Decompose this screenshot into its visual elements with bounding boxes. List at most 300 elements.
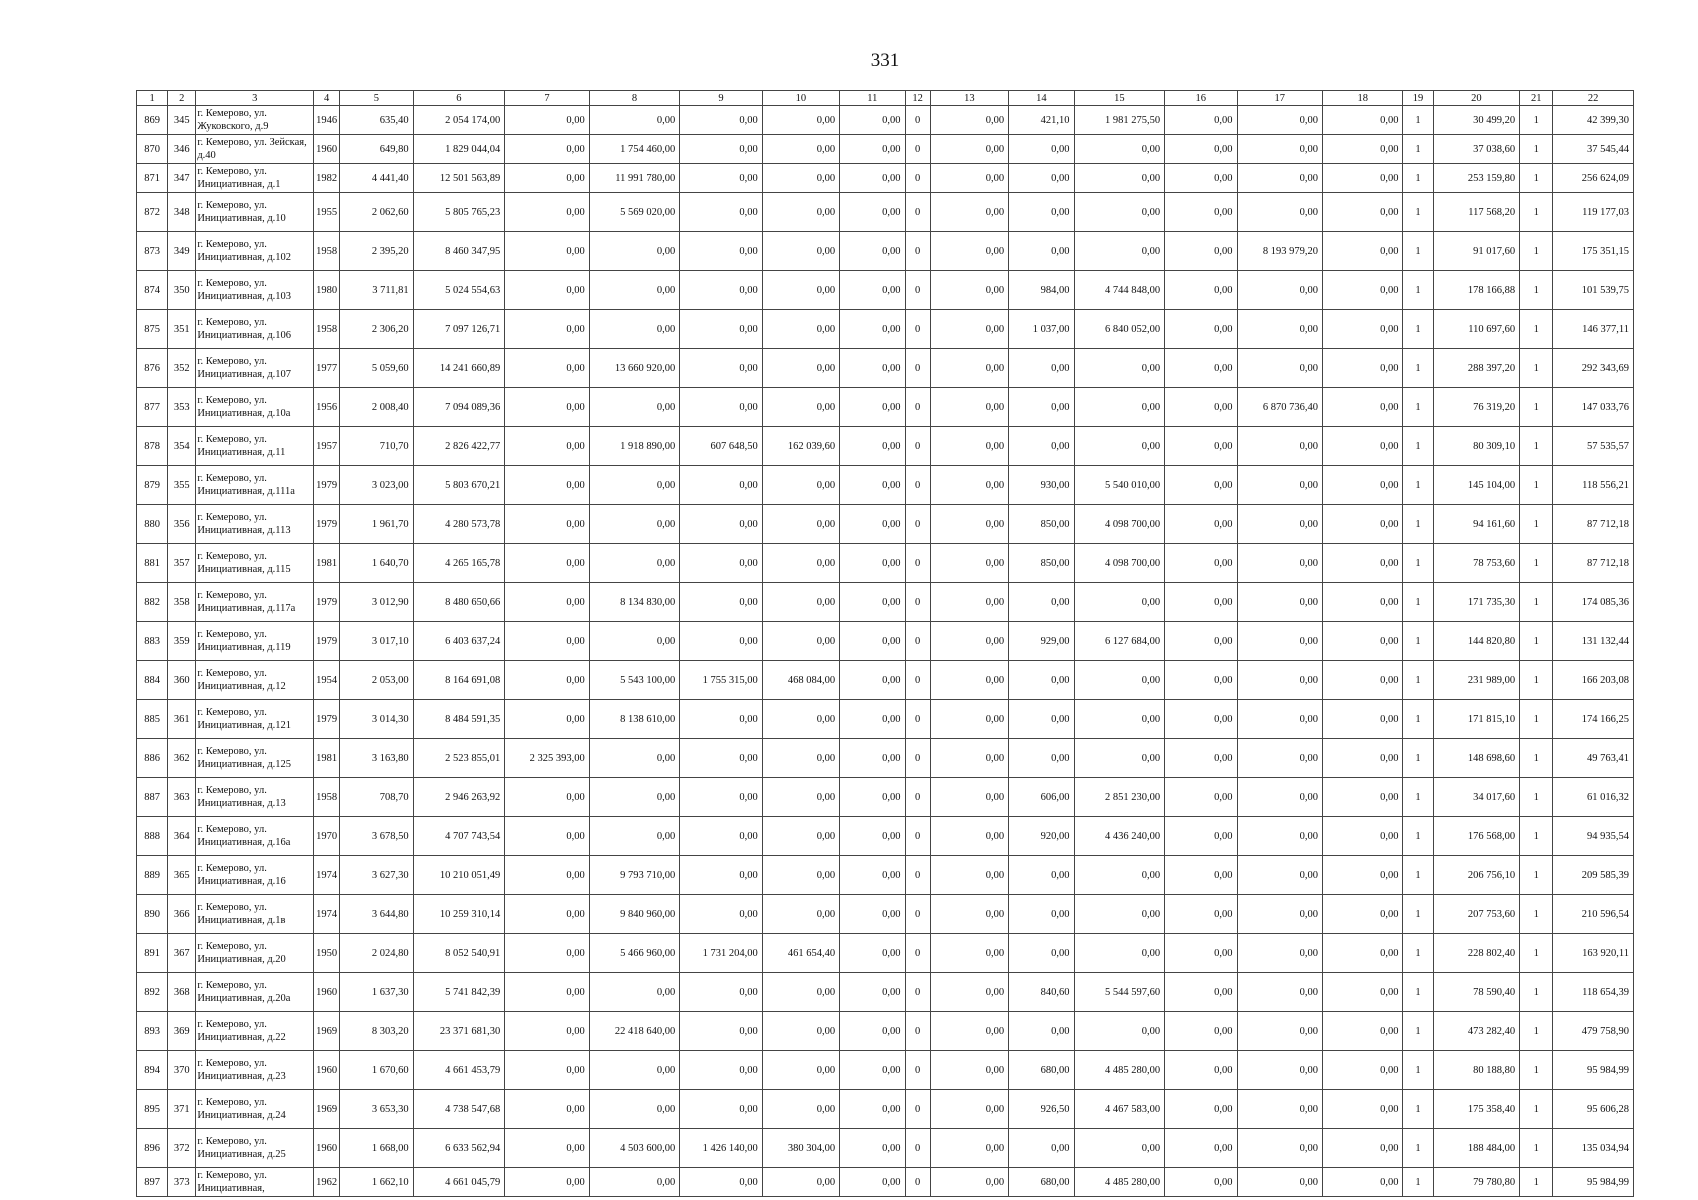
column-header: 11 (840, 91, 905, 106)
table-cell: 346 (168, 135, 196, 164)
table-cell: 0,00 (1074, 1012, 1165, 1051)
table-cell: 1969 (314, 1012, 340, 1051)
table-cell: 0 (905, 778, 930, 817)
table-cell: 0,00 (1165, 310, 1237, 349)
table-cell: 0,00 (930, 1090, 1008, 1129)
table-cell: 0,00 (930, 388, 1008, 427)
address-cell: г. Кемерово, ул. Инициативная, д.107 (196, 349, 314, 388)
table-cell: 2 024,80 (340, 934, 413, 973)
address-cell: г. Кемерово, ул. Зейская, д.40 (196, 135, 314, 164)
table-cell: 0,00 (589, 505, 680, 544)
table-cell: 1981 (314, 544, 340, 583)
table-cell: 2 008,40 (340, 388, 413, 427)
table-cell: 1 (1403, 388, 1433, 427)
table-cell: 0,00 (1323, 232, 1403, 271)
table-cell: 0 (905, 895, 930, 934)
table-cell: 348 (168, 193, 196, 232)
address-cell: г. Кемерово, ул. Инициативная, д.115 (196, 544, 314, 583)
table-cell: 4 707 743,54 (413, 817, 505, 856)
table-cell: 231 989,00 (1433, 661, 1520, 700)
address-cell: г. Кемерово, ул. Инициативная, д.12 (196, 661, 314, 700)
table-cell: 8 480 650,66 (413, 583, 505, 622)
table-cell: 0,00 (762, 135, 839, 164)
table-cell: 8 164 691,08 (413, 661, 505, 700)
table-cell: 1 (1403, 232, 1433, 271)
table-cell: 0,00 (1237, 106, 1323, 135)
table-cell: 0,00 (680, 1012, 762, 1051)
table-cell: 0,00 (840, 164, 905, 193)
table-cell: 174 085,36 (1553, 583, 1634, 622)
table-cell: 0,00 (930, 856, 1008, 895)
table-cell: 371 (168, 1090, 196, 1129)
table-cell: 95 606,28 (1553, 1090, 1634, 1129)
table-cell: 0,00 (589, 232, 680, 271)
table-cell: 869 (137, 106, 168, 135)
table-cell: 0,00 (1165, 700, 1237, 739)
table-cell: 0,00 (840, 661, 905, 700)
table-cell: 1960 (314, 973, 340, 1012)
table-cell: 0,00 (762, 778, 839, 817)
table-cell: 4 280 573,78 (413, 505, 505, 544)
table-cell: 1 (1403, 700, 1433, 739)
column-header: 10 (762, 91, 839, 106)
table-cell: 0,00 (840, 466, 905, 505)
table-cell: 1 (1520, 661, 1553, 700)
table-cell: 1 (1403, 466, 1433, 505)
table-cell: 0,00 (1323, 388, 1403, 427)
table-cell: 0 (905, 1129, 930, 1168)
table-cell: 174 166,25 (1553, 700, 1634, 739)
table-cell: 5 803 670,21 (413, 466, 505, 505)
table-cell: 369 (168, 1012, 196, 1051)
table-cell: 1 (1520, 856, 1553, 895)
table-row (137, 895, 1634, 934)
table-cell: 1 (1520, 1090, 1553, 1129)
table-cell: 37 545,44 (1553, 135, 1634, 164)
table-row (137, 106, 1634, 135)
table-cell: 11 991 780,00 (589, 164, 680, 193)
table-cell: 0 (905, 622, 930, 661)
table-cell: 0,00 (762, 817, 839, 856)
table-cell: 0,00 (930, 232, 1008, 271)
table-cell: 0,00 (1009, 739, 1074, 778)
table-cell: 0,00 (1323, 895, 1403, 934)
table-cell: 146 377,11 (1553, 310, 1634, 349)
table-cell: 0,00 (840, 973, 905, 1012)
table-cell: 873 (137, 232, 168, 271)
table-cell: 6 840 052,00 (1074, 310, 1165, 349)
table-cell: 253 159,80 (1433, 164, 1520, 193)
table-cell: 1 (1520, 817, 1553, 856)
table-cell: 1 (1520, 106, 1553, 135)
table-cell: 0,00 (1165, 193, 1237, 232)
table-cell: 1974 (314, 895, 340, 934)
table-cell: 145 104,00 (1433, 466, 1520, 505)
table-cell: 1 (1520, 193, 1553, 232)
table-cell: 366 (168, 895, 196, 934)
table-cell: 358 (168, 583, 196, 622)
table-cell: 0,00 (680, 310, 762, 349)
table-cell: 0,00 (505, 135, 590, 164)
table-cell: 1 (1403, 817, 1433, 856)
table-cell: 0,00 (1237, 895, 1323, 934)
table-cell: 119 177,03 (1553, 193, 1634, 232)
table-cell: 1 (1403, 661, 1433, 700)
table-cell: 0,00 (680, 106, 762, 135)
table-cell: 363 (168, 778, 196, 817)
table-cell: 0 (905, 817, 930, 856)
table-cell: 0,00 (680, 164, 762, 193)
table-cell: 1979 (314, 466, 340, 505)
table-cell: 135 034,94 (1553, 1129, 1634, 1168)
table-cell: 1981 (314, 739, 340, 778)
table-cell: 0,00 (1074, 739, 1165, 778)
table-cell: 0 (905, 1012, 930, 1051)
table-cell: 0,00 (762, 1168, 839, 1197)
table-cell: 13 660 920,00 (589, 349, 680, 388)
table-cell: 175 351,15 (1553, 232, 1634, 271)
table-cell: 345 (168, 106, 196, 135)
table-cell: 0,00 (1074, 583, 1165, 622)
table-cell: 0,00 (930, 1051, 1008, 1090)
table-cell: 929,00 (1009, 622, 1074, 661)
table-cell: 0,00 (1323, 106, 1403, 135)
table-cell: 0,00 (505, 778, 590, 817)
table-cell: 1 (1403, 1090, 1433, 1129)
table-cell: 364 (168, 817, 196, 856)
table-cell: 0,00 (1323, 135, 1403, 164)
table-cell: 1957 (314, 427, 340, 466)
table-cell: 2 325 393,00 (505, 739, 590, 778)
table-cell: 12 501 563,89 (413, 164, 505, 193)
table-cell: 885 (137, 700, 168, 739)
table-cell: 0,00 (930, 193, 1008, 232)
table-cell: 0,00 (1237, 856, 1323, 895)
table-row (137, 700, 1634, 739)
address-cell: г. Кемерово, ул. Инициативная, д.16 (196, 856, 314, 895)
table-cell: 7 094 089,36 (413, 388, 505, 427)
column-number-row (137, 91, 1634, 106)
table-cell: 0,00 (1323, 544, 1403, 583)
table-cell: 256 624,09 (1553, 164, 1634, 193)
column-header: 5 (340, 91, 413, 106)
table-cell: 372 (168, 1129, 196, 1168)
table-cell: 0,00 (680, 739, 762, 778)
table-cell: 14 241 660,89 (413, 349, 505, 388)
page-number: 331 (870, 50, 900, 71)
table-cell: 3 163,80 (340, 739, 413, 778)
table-cell: 171 815,10 (1433, 700, 1520, 739)
table-cell: 930,00 (1009, 466, 1074, 505)
table-cell: 0,00 (1165, 106, 1237, 135)
table-cell: 0,00 (1237, 505, 1323, 544)
table-cell: 8 193 979,20 (1237, 232, 1323, 271)
table-cell: 2 523 855,01 (413, 739, 505, 778)
table-cell: 0,00 (762, 193, 839, 232)
table-cell: 607 648,50 (680, 427, 762, 466)
table-cell: 368 (168, 973, 196, 1012)
address-cell: г. Кемерово, ул. Инициативная, д.1в (196, 895, 314, 934)
column-header: 3 (196, 91, 314, 106)
table-cell: 0,00 (505, 106, 590, 135)
table-cell: 920,00 (1009, 817, 1074, 856)
column-header: 12 (905, 91, 930, 106)
table-cell: 6 870 736,40 (1237, 388, 1323, 427)
table-cell: 0,00 (1237, 973, 1323, 1012)
table-cell: 0,00 (589, 1090, 680, 1129)
table-cell: 4 661 045,79 (413, 1168, 505, 1197)
table-cell: 1950 (314, 934, 340, 973)
table-row (137, 310, 1634, 349)
table-cell: 882 (137, 583, 168, 622)
table-cell: 1 981 275,50 (1074, 106, 1165, 135)
table-cell: 1 (1403, 505, 1433, 544)
table-cell: 0,00 (505, 661, 590, 700)
table-cell: 880 (137, 505, 168, 544)
address-cell: г. Кемерово, ул. Инициативная, д.125 (196, 739, 314, 778)
table-cell: 87 712,18 (1553, 544, 1634, 583)
table-cell: 0,00 (1009, 349, 1074, 388)
table-cell: 162 039,60 (762, 427, 839, 466)
table-cell: 8 460 347,95 (413, 232, 505, 271)
table-cell: 0,00 (505, 310, 590, 349)
table-cell: 0,00 (589, 778, 680, 817)
table-cell: 1 (1520, 1129, 1553, 1168)
table-cell: 209 585,39 (1553, 856, 1634, 895)
address-cell: г. Кемерово, ул. Инициативная, д.23 (196, 1051, 314, 1090)
address-cell: г. Кемерово, ул. Инициативная, д.121 (196, 700, 314, 739)
table-cell: 148 698,60 (1433, 739, 1520, 778)
table-cell: 0,00 (840, 544, 905, 583)
table-cell: 0,00 (930, 427, 1008, 466)
table-cell: 1946 (314, 106, 340, 135)
table-cell: 0,00 (1165, 934, 1237, 973)
table-cell: 0,00 (762, 232, 839, 271)
table-cell: 0,00 (1323, 466, 1403, 505)
table-cell: 365 (168, 856, 196, 895)
table-cell: 870 (137, 135, 168, 164)
table-cell: 4 485 280,00 (1074, 1168, 1165, 1197)
table-cell: 0,00 (930, 1168, 1008, 1197)
table-cell: 0,00 (930, 661, 1008, 700)
table-cell: 0,00 (762, 544, 839, 583)
table-row (137, 622, 1634, 661)
table-cell: 0,00 (589, 466, 680, 505)
table-cell: 0,00 (1323, 310, 1403, 349)
table-cell: 1 (1520, 700, 1553, 739)
table-cell: 91 017,60 (1433, 232, 1520, 271)
table-cell: 0,00 (589, 388, 680, 427)
table-cell: 0,00 (1165, 544, 1237, 583)
table-cell: 0,00 (762, 466, 839, 505)
table-cell: 461 654,40 (762, 934, 839, 973)
table-cell: 34 017,60 (1433, 778, 1520, 817)
table-cell: 1974 (314, 856, 340, 895)
table-cell: 0,00 (589, 544, 680, 583)
table-cell: 0 (905, 310, 930, 349)
column-header: 20 (1433, 91, 1520, 106)
table-cell: 6 633 562,94 (413, 1129, 505, 1168)
table-cell: 0,00 (1237, 271, 1323, 310)
table-cell: 0,00 (1323, 427, 1403, 466)
table-cell: 6 403 637,24 (413, 622, 505, 661)
table-cell: 0,00 (840, 934, 905, 973)
column-header: 22 (1553, 91, 1634, 106)
address-cell: г. Кемерово, ул. Жуковского, д.9 (196, 106, 314, 135)
table-cell: 0,00 (680, 895, 762, 934)
table-cell: 1958 (314, 310, 340, 349)
table-cell: 4 265 165,78 (413, 544, 505, 583)
table-cell: 1982 (314, 164, 340, 193)
table-cell: 0,00 (1323, 856, 1403, 895)
table-cell: 3 711,81 (340, 271, 413, 310)
table-cell: 421,10 (1009, 106, 1074, 135)
table-cell: 1 (1403, 349, 1433, 388)
table-cell: 883 (137, 622, 168, 661)
table-cell: 1954 (314, 661, 340, 700)
table-cell: 0,00 (840, 1090, 905, 1129)
table-cell: 1 754 460,00 (589, 135, 680, 164)
table-cell: 1 961,70 (340, 505, 413, 544)
table-cell: 0 (905, 934, 930, 973)
table-cell: 1977 (314, 349, 340, 388)
table-row (137, 661, 1634, 700)
table-cell: 0 (905, 271, 930, 310)
table-cell: 1 640,70 (340, 544, 413, 583)
table-cell: 0,00 (589, 271, 680, 310)
table-cell: 118 654,39 (1553, 973, 1634, 1012)
table-cell: 1958 (314, 232, 340, 271)
table-cell: 0,00 (680, 271, 762, 310)
table-cell: 4 098 700,00 (1074, 544, 1165, 583)
address-cell: г. Кемерово, ул. Инициативная, д.1 (196, 164, 314, 193)
table-cell: 1 (1520, 583, 1553, 622)
table-cell: 0,00 (840, 271, 905, 310)
table-cell: 0,00 (1323, 1012, 1403, 1051)
table-cell: 0,00 (1165, 1129, 1237, 1168)
table-cell: 1979 (314, 583, 340, 622)
table-cell: 0,00 (840, 427, 905, 466)
table-cell: 352 (168, 349, 196, 388)
table-cell: 2 053,00 (340, 661, 413, 700)
table-cell: 95 984,99 (1553, 1168, 1634, 1197)
table-row (137, 193, 1634, 232)
table-cell: 0,00 (930, 310, 1008, 349)
table-cell: 0,00 (505, 622, 590, 661)
table-cell: 362 (168, 739, 196, 778)
table-cell: 0,00 (1165, 1051, 1237, 1090)
table-cell: 2 395,20 (340, 232, 413, 271)
table-cell: 0,00 (1009, 856, 1074, 895)
address-cell: г. Кемерово, ул. Инициативная, д.24 (196, 1090, 314, 1129)
table-cell: 1 (1520, 622, 1553, 661)
table-cell: 3 653,30 (340, 1090, 413, 1129)
table-cell: 0,00 (505, 700, 590, 739)
table-cell: 0,00 (930, 544, 1008, 583)
table-cell: 0,00 (762, 1051, 839, 1090)
table-cell: 110 697,60 (1433, 310, 1520, 349)
table-cell: 0,00 (1009, 583, 1074, 622)
table-cell: 1 (1403, 193, 1433, 232)
table-cell: 0,00 (1237, 135, 1323, 164)
table-cell: 887 (137, 778, 168, 817)
table-cell: 0,00 (1009, 427, 1074, 466)
table-cell: 166 203,08 (1553, 661, 1634, 700)
table-cell: 926,50 (1009, 1090, 1074, 1129)
table-cell: 94 161,60 (1433, 505, 1520, 544)
column-header: 16 (1165, 91, 1237, 106)
table-cell: 0,00 (1323, 622, 1403, 661)
table-cell: 1 (1403, 856, 1433, 895)
table-cell: 1956 (314, 388, 340, 427)
table-cell: 0,00 (680, 388, 762, 427)
table-cell: 359 (168, 622, 196, 661)
table-cell: 0,00 (930, 583, 1008, 622)
table-cell: 0,00 (1237, 427, 1323, 466)
table-cell: 0,00 (930, 106, 1008, 135)
table-cell: 0,00 (1165, 427, 1237, 466)
table-cell: 3 678,50 (340, 817, 413, 856)
table-cell: 2 946 263,92 (413, 778, 505, 817)
address-cell: г. Кемерово, ул. Инициативная, д.102 (196, 232, 314, 271)
table-cell: 0,00 (930, 1012, 1008, 1051)
table-cell: 680,00 (1009, 1168, 1074, 1197)
column-header: 17 (1237, 91, 1323, 106)
table-cell: 0,00 (1237, 1129, 1323, 1168)
table-cell: 0,00 (1323, 1090, 1403, 1129)
table-cell: 0,00 (840, 135, 905, 164)
table-cell: 1960 (314, 1051, 340, 1090)
table-cell: 360 (168, 661, 196, 700)
table-cell: 850,00 (1009, 505, 1074, 544)
table-cell: 0,00 (1323, 349, 1403, 388)
table-cell: 0,00 (762, 622, 839, 661)
table-cell: 0 (905, 1051, 930, 1090)
table-row (137, 856, 1634, 895)
table-cell: 0,00 (1074, 895, 1165, 934)
table-cell: 0,00 (1237, 661, 1323, 700)
table-cell: 0,00 (1009, 232, 1074, 271)
table-cell: 0,00 (505, 934, 590, 973)
column-header: 4 (314, 91, 340, 106)
table-row (137, 973, 1634, 1012)
table-cell: 897 (137, 1168, 168, 1197)
table-cell: 0,00 (762, 164, 839, 193)
table-cell: 2 062,60 (340, 193, 413, 232)
table-cell: 0,00 (762, 106, 839, 135)
table-cell: 1 (1403, 271, 1433, 310)
table-cell: 147 033,76 (1553, 388, 1634, 427)
table-cell: 0 (905, 388, 930, 427)
table-cell: 0,00 (1009, 1012, 1074, 1051)
table-cell: 0,00 (1237, 544, 1323, 583)
table-cell: 0 (905, 661, 930, 700)
table-cell: 355 (168, 466, 196, 505)
table-cell: 4 738 547,68 (413, 1090, 505, 1129)
table-cell: 0,00 (680, 778, 762, 817)
table-cell: 0,00 (840, 739, 905, 778)
table-cell: 23 371 681,30 (413, 1012, 505, 1051)
table-row (137, 778, 1634, 817)
table-cell: 0,00 (1237, 466, 1323, 505)
table-cell: 0 (905, 1090, 930, 1129)
table-cell: 8 134 830,00 (589, 583, 680, 622)
table-cell: 3 014,30 (340, 700, 413, 739)
table-cell: 1979 (314, 622, 340, 661)
table-cell: 1 918 890,00 (589, 427, 680, 466)
table-cell: 0,00 (930, 466, 1008, 505)
table-cell: 5 805 765,23 (413, 193, 505, 232)
